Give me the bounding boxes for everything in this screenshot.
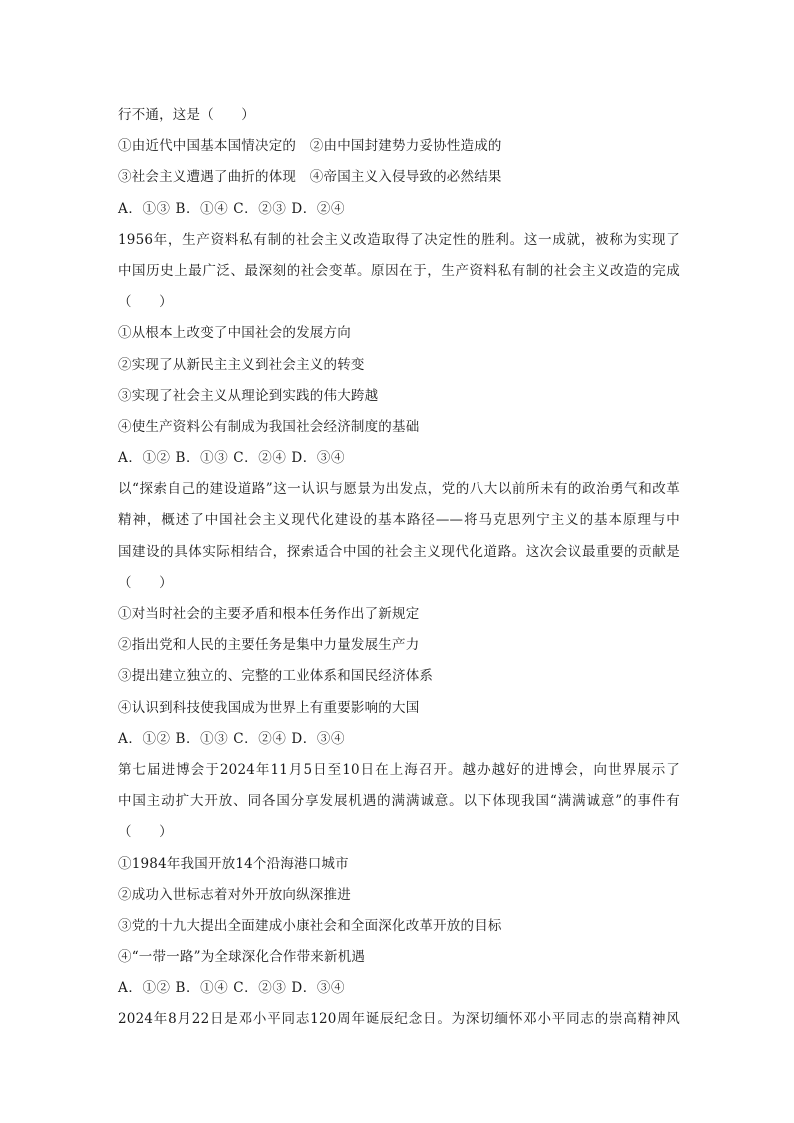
statement: ④使生产资料公有制成为我国社会经济制度的基础 [118, 418, 420, 435]
statement: ①从根本上改变了中国社会的发展方向 [118, 325, 351, 342]
question-stem: 1956年，生产资料私有制的社会主义改造取得了决定性的胜利。这一成就，被称为实现了 [118, 231, 680, 248]
statement: ①对当时社会的主要矛盾和根本任务作出了新规定 [118, 606, 420, 622]
answer-blank: （ ） [118, 824, 173, 841]
answer-blank: （ ） [118, 574, 173, 591]
statement-pair: ①由近代中国基本国情决定的 ②由中国封建势力妥协性造成的 [118, 138, 502, 155]
answer-options: A．①② B．①③ C．②④ D．③④ [118, 730, 346, 747]
statement: ③党的十九大提出全面建成小康社会和全面深化改革开放的目标 [118, 917, 502, 934]
question-stem: 第七届进博会于2024年11月5日至10日在上海召开。越办越好的进博会，向世界展示了 [118, 761, 680, 778]
question-stem: 国建设的具体实际相结合，探索适合中国的社会主义现代化道路。这次会议最重要的贡献是 [118, 543, 680, 560]
statement: ③提出建立独立的、完整的工业体系和国民经济体系 [118, 668, 434, 685]
statement: ③实现了社会主义从理论到实践的伟大跨越 [118, 387, 379, 404]
question-stem: 中国主动扩大开放、同各国分享发展机遇的满满诚意。以下体现我国“满满诚意”的事件有 [118, 793, 680, 810]
statement-pair: ③社会主义遭遇了曲折的体现 ④帝国主义入侵导致的必然结果 [118, 169, 502, 186]
statement: ②指出党和人民的主要任务是集中力量发展生产力 [118, 637, 420, 654]
statement: ①1984年我国开放14个沿海港口城市 [118, 855, 349, 872]
answer-options: A．①③ B．①④ C．②③ D．②④ [118, 200, 346, 217]
question-stem: 2024年8月22日是邓小平同志120周年诞辰纪念日。为深切缅怀邓小平同志的崇高精神风 [118, 1011, 680, 1028]
answer-blank: （ ） [118, 294, 173, 311]
statement: ②成功入世标志着对外开放向纵深推进 [118, 886, 351, 903]
statement: ④“一带一路”为全球深化合作带来新机遇 [118, 949, 366, 966]
document-body [118, 100, 680, 1036]
statement: ④认识到科技使我国成为世界上有重要影响的大国 [118, 699, 420, 716]
question-stem: 以“探索自己的建设道路”这一认识与愿景为出发点，党的八大以前所未有的政治勇气和改革 [118, 481, 680, 498]
answer-options: A．①② B．①④ C．②③ D．③④ [118, 980, 346, 997]
question-stem: 中国历史上最广泛、最深刻的社会变革。原因在于，生产资料私有制的社会主义改造的完成 [118, 262, 680, 279]
question-stem-continuation: 行不通，这是（ ） [118, 107, 255, 123]
answer-options: A．①② B．①③ C．②④ D．③④ [118, 450, 346, 467]
statement: ②实现了从新民主主义到社会主义的转变 [118, 356, 365, 373]
question-stem: 精神，概述了中国社会主义现代化建设的基本路径——将马克思列宁主义的基本原理与中 [118, 512, 680, 529]
